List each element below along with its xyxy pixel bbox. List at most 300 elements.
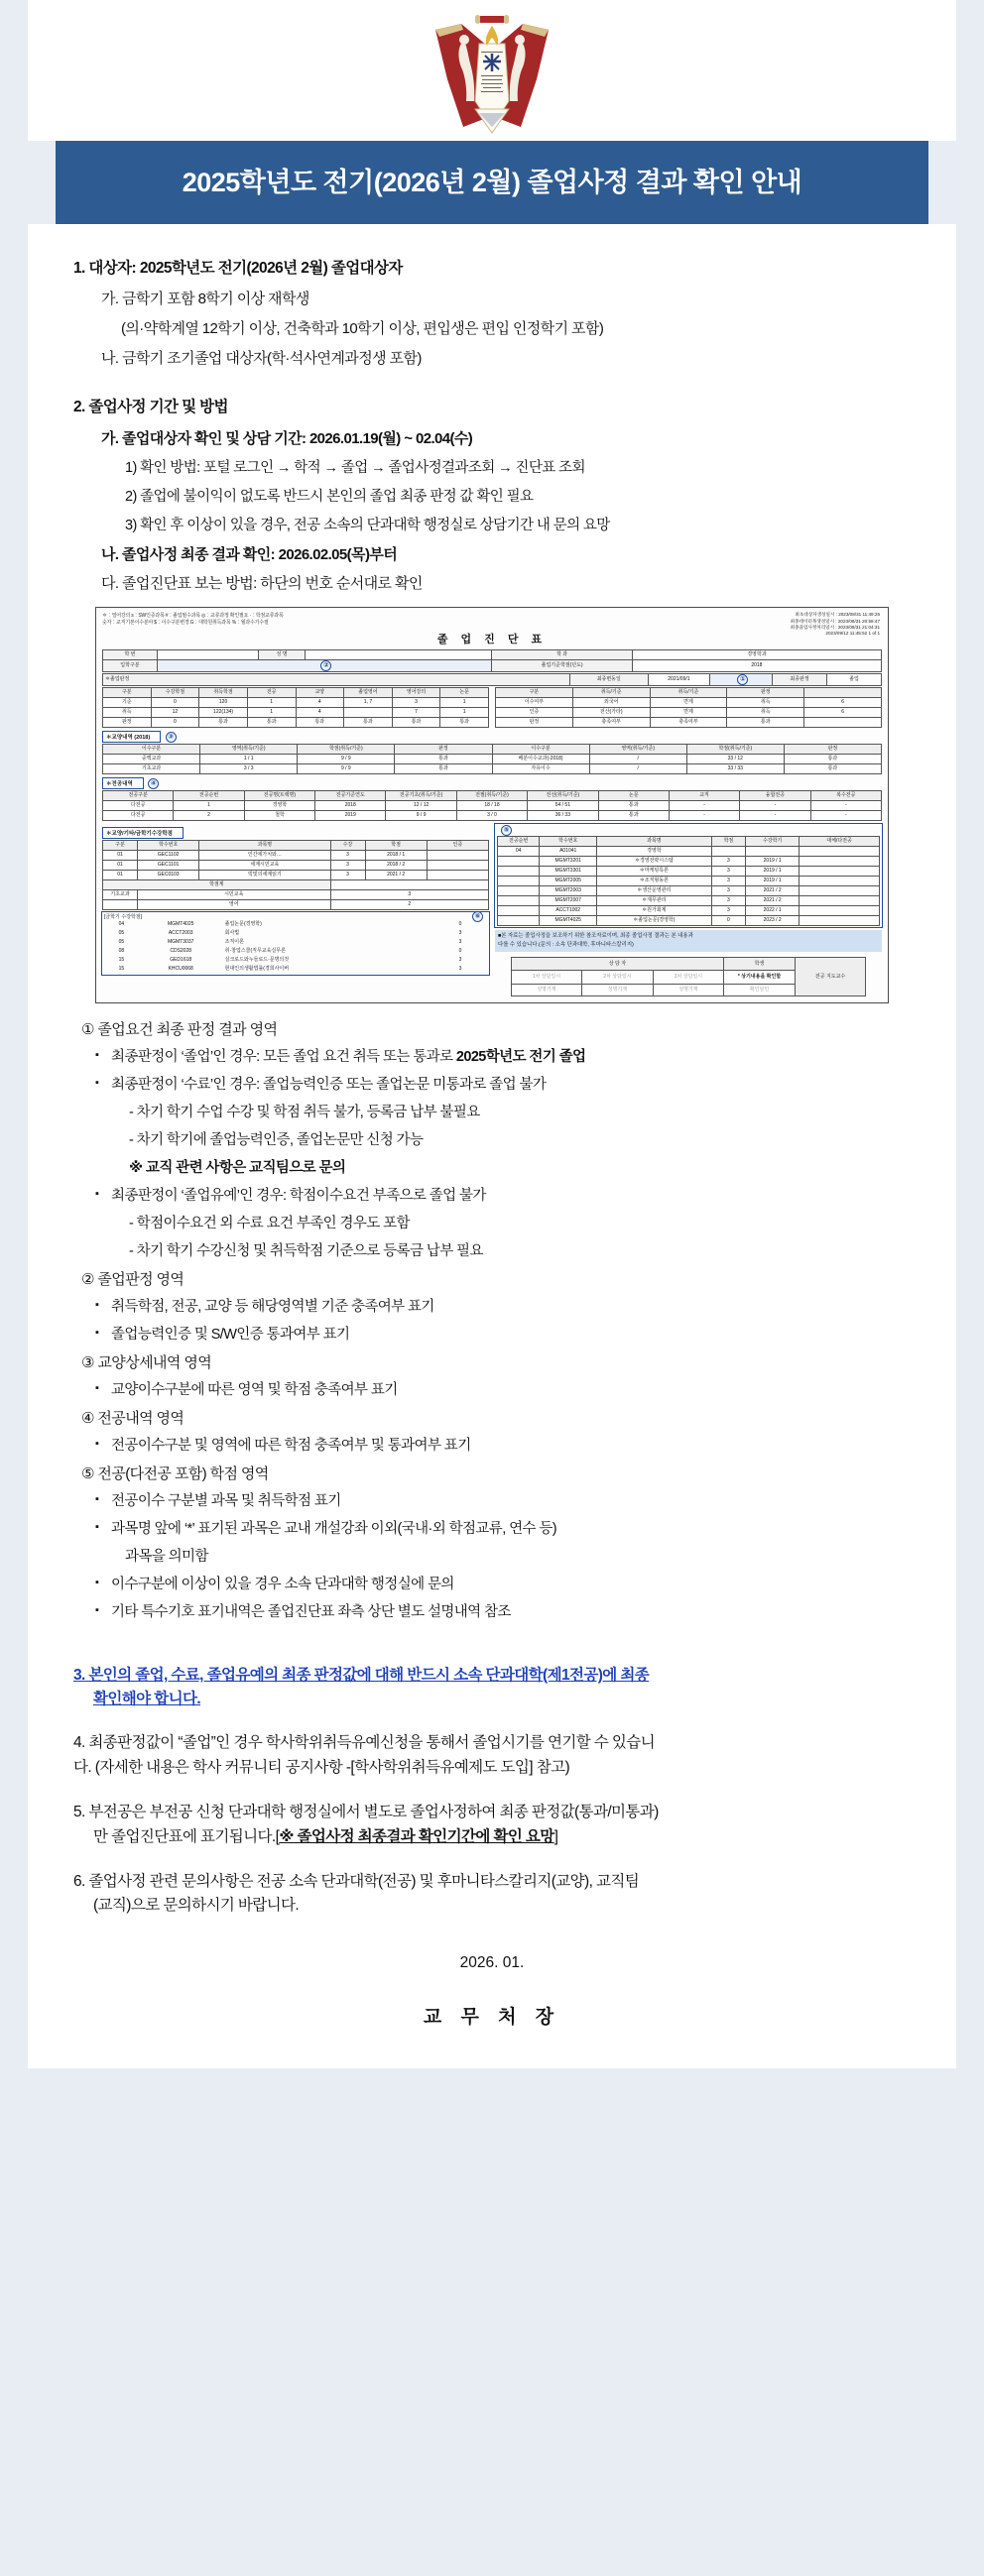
header-cell: 전공 지도교수 xyxy=(795,958,866,996)
cell xyxy=(344,707,393,717)
cell: 2021 / 2 xyxy=(746,895,800,905)
cell: 시민교육 xyxy=(138,889,331,899)
cell: 자유이수 xyxy=(492,763,589,773)
header-cell: 전공 xyxy=(247,687,296,697)
explanation-1-item-7: - 학점이수요건 외 수료 요건 부족인 경우도 포함 xyxy=(129,1216,410,1232)
cell: 15 xyxy=(118,965,125,972)
section-1 xyxy=(63,258,921,370)
cell: 2018 xyxy=(315,800,386,810)
cell xyxy=(800,846,880,856)
header-cell: 영역(취득/기준) xyxy=(589,744,686,754)
explanation-5-item-3: 과목을 의미함 xyxy=(125,1549,208,1566)
cell: 조직이론 xyxy=(224,938,244,945)
header-cell: 인증 xyxy=(427,840,488,850)
header-cell: 전필(취득/기준) xyxy=(456,790,527,800)
cell: 04 xyxy=(498,846,540,856)
cell: 2019 / 1 xyxy=(746,876,800,885)
header-cell: 수강 xyxy=(330,840,365,850)
cell xyxy=(306,649,492,659)
cell: 취득 xyxy=(103,707,152,717)
header-cell: 수강학점 xyxy=(151,687,199,697)
cell: 3 xyxy=(330,870,365,879)
cell: ＊경영전략시스템 xyxy=(597,856,712,866)
cell xyxy=(103,899,138,909)
cell xyxy=(711,846,746,856)
header-cell: 전공순번 xyxy=(174,790,244,800)
section-4 xyxy=(63,1731,921,1781)
gyoyang-section-title xyxy=(102,731,161,743)
form-jeongong-section xyxy=(102,774,882,821)
form-meta-line: 최초대상자생성일시 : 2023/08/31 11:49:25 xyxy=(795,612,880,618)
cell: 0 xyxy=(711,915,746,925)
cell xyxy=(157,649,258,659)
cell: GEC1102 xyxy=(138,850,199,860)
cell: MGMT2003 xyxy=(540,885,597,895)
explanation-3-item-1: ▪ 교양이수구분에 따른 영역 및 학점 충족여부 표기 xyxy=(81,1380,921,1401)
explanation-1-item-2: ▪ 최종판정이 ‘수료’인 경우: 졸업능력인증 또는 졸업논문 미통과로 졸업 불가 xyxy=(81,1075,921,1096)
section-3 xyxy=(63,1664,921,1711)
cell: 33 / 33 xyxy=(686,763,784,773)
cell: 경영학 xyxy=(244,800,314,810)
cell: 2021 / 2 xyxy=(746,885,800,895)
explanation-1-heading: ① 졸업요건 최종 판정 결과 영역 xyxy=(81,1021,278,1039)
header-cell: 상 담 자 xyxy=(511,958,724,971)
cell: 통과 xyxy=(344,717,393,727)
cell: 인간에가치와… xyxy=(199,850,330,860)
cell: MGMT4025 xyxy=(167,920,194,927)
section-2-item-a1: 1) 확인 방법: 포털 로그인 → 학적 → 졸업 → 졸업사정결과조회 → 진단표 조회 xyxy=(125,459,585,476)
header-cell: 학점(취득/기준) xyxy=(686,744,784,754)
cell: 05 xyxy=(118,938,125,945)
cell: MGMT3201 xyxy=(540,856,597,866)
cell: 122(134) xyxy=(199,707,248,717)
cell: 졸업기준학점(년도) xyxy=(492,659,632,671)
cell: 3 xyxy=(711,876,746,885)
header-cell: 전공기준연도 xyxy=(315,790,386,800)
text: 만 졸업진단표에 표기됩니다.[ xyxy=(93,1827,280,1845)
section-4-line-2: 다. (자세한 내용은 학사 커뮤니티 공지사항 -[학사학위취득유예제도 도입] 참고) xyxy=(73,1759,570,1777)
cell: 2018 / 2 xyxy=(365,860,427,870)
form-legend-line-1: ＊：열어강의 s：SW인증과목 #：졸업필수과목 ◎：교류과정 확인필요 ·：학점교류과목 xyxy=(102,613,284,620)
explanation-4-heading: ④ 전공내역 영역 xyxy=(81,1410,184,1428)
notice-line-1: ■본 자료는 졸업사정을 보조하기 위한 참조자료이며, 최종 졸업사정 결과는 본 내용과 xyxy=(498,932,693,939)
explanation-1-item-6: ▪ 최종판정이 ‘졸업유예’인 경우: 학점이수요건 부족으로 졸업 불가 xyxy=(81,1186,921,1207)
table-row xyxy=(103,754,882,763)
cell: 12 / 12 xyxy=(386,800,456,810)
cell: 1 xyxy=(247,697,296,707)
header-cell: 졸업영어 xyxy=(344,687,393,697)
table-row xyxy=(103,889,489,899)
cell: 15 xyxy=(118,956,125,963)
header-cell: 학수번호 xyxy=(540,836,597,846)
cell: 2019 / 1 xyxy=(746,856,800,866)
explanation-2-item-1: ▪ 취득학점, 전공, 교양 등 해당영역별 기준 충족여부 표기 xyxy=(81,1297,921,1318)
section-6-line-2: (교직)으로 문의하시기 바랍니다. xyxy=(93,1897,300,1915)
table-row xyxy=(103,800,882,810)
cell: 2차 상담일시 xyxy=(582,971,654,985)
section-4-line-1: 4. 최종판정값이 “졸업”인 경우 학사학위취득유예신청을 통해서 졸업시기를 연기할 수 있습니 xyxy=(73,1734,656,1752)
header-cell: 논문 xyxy=(598,790,669,800)
form-jeongong-table xyxy=(102,790,882,821)
cell: 120 xyxy=(199,697,248,707)
cell: MGMT2007 xyxy=(540,895,597,905)
cell: 3 xyxy=(458,938,462,945)
cell xyxy=(498,856,540,866)
cell: 1 / 1 xyxy=(200,754,298,763)
cell: 배분이수교과(-2018) xyxy=(492,754,589,763)
cell: 0 xyxy=(458,920,462,927)
cell: 3 xyxy=(330,850,365,860)
cell: ＊졸업논문(경영학) xyxy=(597,915,712,925)
form-meta xyxy=(791,612,880,638)
cell: 6 xyxy=(804,707,882,717)
explanation-5-item-2: ▪ 과목명 앞에 ‘*’ 표기된 과목은 교내 개설강좌 이외(국내·외 학점교류, 연수 등) xyxy=(81,1519,921,1540)
callout-6-icon: ⑥ xyxy=(472,911,483,922)
header-cell: 전공기초(취득/기준) xyxy=(386,790,456,800)
signer-title: 교 무 처 장 xyxy=(423,2007,561,2029)
cell: 3 xyxy=(711,856,746,866)
cell: 36 / 33 xyxy=(528,810,598,820)
header-cell: 과목명 xyxy=(597,836,712,846)
cell: 2 xyxy=(330,899,489,909)
form-meta-line: 2023/09/12 11:45:52 1 of 1 xyxy=(825,631,880,637)
cell: 2018 / 1 xyxy=(365,850,427,860)
cell: 1 xyxy=(440,697,489,707)
header-cell: 전공구분 xyxy=(103,790,174,800)
cell xyxy=(800,866,880,876)
cell: 이수여부 xyxy=(496,697,573,707)
cell: 3차 상담일시 xyxy=(653,971,724,985)
table-row xyxy=(103,860,489,870)
cell: 1 xyxy=(247,707,296,717)
cell: ACCT1002 xyxy=(540,905,597,915)
section-5 xyxy=(63,1801,921,1850)
cell: 현대인의생활법률(경희사이버 xyxy=(224,965,290,972)
cell: MGMT3301 xyxy=(540,866,597,876)
cell xyxy=(800,895,880,905)
cell: 통과 xyxy=(392,717,440,727)
cell: ACCT2003 xyxy=(168,929,193,936)
cell: 1차 상담일시 xyxy=(511,971,582,985)
table-row xyxy=(496,707,882,717)
cell: 54 / 51 xyxy=(528,800,598,810)
cell xyxy=(427,870,488,879)
explanation-3-heading: ③ 교양상세내역 영역 xyxy=(81,1354,212,1372)
form-courses-table xyxy=(102,840,489,910)
explanation-list xyxy=(63,1019,921,1623)
header-cell: 대체/다전공 xyxy=(800,836,880,846)
cell: 성 명 xyxy=(258,649,305,659)
explanation-5-item-5: ▪ 기타 특수기호 표기내역은 졸업진단표 좌측 상단 별도 설명내역 참조 xyxy=(81,1602,921,1623)
form-final-judgement-table xyxy=(102,673,882,686)
cell: ＊조직형동론 xyxy=(597,876,712,885)
section-1-item-b: 나. 금학기 조기졸업 대상자(학·석사연계과정생 포함) xyxy=(101,349,422,367)
gyoyang-title-text: ＊교양내역 xyxy=(106,734,133,741)
cell: 통과 xyxy=(784,763,881,773)
cell: 졸업논문(경영학) xyxy=(224,920,262,927)
cell: 9 / 9 xyxy=(298,763,395,773)
cell: - xyxy=(810,800,881,810)
table-row xyxy=(498,885,880,895)
cell: 2019 / 1 xyxy=(746,866,800,876)
cell: 통과 xyxy=(598,800,669,810)
table-row xyxy=(104,938,487,947)
cell: 7 xyxy=(392,707,440,717)
cell: ＊생산운영관리 xyxy=(597,885,712,895)
cell: - xyxy=(669,810,739,820)
header-cell: 학점(취득/기준) xyxy=(298,744,395,754)
explanation-4-item-1: ▪ 전공이수구분 및 영역에 따른 학점 충족여부 및 통과여부 표기 xyxy=(81,1436,921,1457)
header-cell: 구분 xyxy=(496,687,573,697)
cell: 2021 / 2 xyxy=(365,870,427,879)
header-cell: 융합전공 xyxy=(740,790,810,800)
section-2 xyxy=(63,397,921,595)
cell: 9 / 9 xyxy=(386,810,456,820)
header-cell: 학점 xyxy=(711,836,746,846)
form-meta-line: 최종데이터목생성일시 : 2023/08/31 20:58:47 xyxy=(790,618,880,624)
cell: / xyxy=(589,763,686,773)
section-2-item-b: 나. 졸업사정 최종 결과 확인: 2026.02.05(목)부터 xyxy=(101,545,398,563)
form-legend-line-2: 숫자：교직기본이수분야 $：이수구분변경 G：대학원취득과목 %：월과수기수절 xyxy=(102,620,269,627)
table-row xyxy=(103,899,489,909)
cell: 통과 xyxy=(440,717,489,727)
cell: 4 xyxy=(296,707,344,717)
cell: 01 xyxy=(103,850,138,860)
cell xyxy=(427,850,488,860)
cell xyxy=(800,856,880,866)
table-row xyxy=(103,870,489,879)
cell: 2023 / 2 xyxy=(746,915,800,925)
cell: 최종판정 xyxy=(773,673,827,685)
cell: 취·창업스쿨(직무교육실무론 xyxy=(224,947,286,954)
cell: 통과 xyxy=(598,810,669,820)
section-2-item-c: 다. 졸업진단표 보는 방법: 하단의 번호 순서대로 확인 xyxy=(101,575,423,593)
cell: 충족여부 xyxy=(650,717,727,727)
table-row xyxy=(498,915,880,925)
cell: 01 xyxy=(103,870,138,879)
cell: MGMT2005 xyxy=(540,876,597,885)
cell: ＊졸업판정 xyxy=(103,673,570,685)
cell: 2022 / 1 xyxy=(746,905,800,915)
cell: 외국어 xyxy=(572,697,650,707)
table-row xyxy=(103,763,882,773)
cell xyxy=(498,885,540,895)
cell: - xyxy=(669,800,739,810)
cell: A01041 xyxy=(540,846,597,856)
table-row xyxy=(104,965,487,974)
cell: GEC0103 xyxy=(138,870,199,879)
section-2-item-a2: 2) 졸업에 불이익이 없도록 반드시 본인의 졸업 최종 판정 값 확인 필요 xyxy=(125,488,534,505)
cell: 05 xyxy=(118,929,125,936)
cell: 3 xyxy=(458,929,462,936)
cell xyxy=(804,717,882,727)
document-body xyxy=(28,224,956,2068)
cell: 취득 xyxy=(727,707,804,717)
cell: 학점계 xyxy=(103,879,331,889)
university-emblem xyxy=(418,10,566,137)
cell: - xyxy=(810,810,881,820)
header-cell: 전공순번 xyxy=(498,836,540,846)
cell: 1 xyxy=(440,707,489,717)
cell: 0 xyxy=(458,947,462,954)
form-identity-table xyxy=(102,649,882,672)
cell: 전산(가타) xyxy=(572,707,650,717)
cell: 3 xyxy=(711,885,746,895)
table-row xyxy=(103,697,489,707)
form-gyoyang-section xyxy=(102,728,882,774)
table-row xyxy=(498,856,880,866)
section-5-line-1: 5. 부전공은 부전공 신청 단과대학 행정실에서 별도로 졸업사정하여 최종 판정값(통과/미통과) xyxy=(73,1803,659,1820)
cell: 입학구분 xyxy=(103,659,158,671)
cell: 경영학 xyxy=(597,846,712,856)
cell: 중핵교과 xyxy=(103,754,200,763)
cell: 0 xyxy=(151,717,199,727)
form-legend xyxy=(102,613,882,628)
cell xyxy=(498,866,540,876)
cell: 08 xyxy=(118,947,125,954)
explanation-1-item-4: - 차기 학기에 졸업능력인증, 졸업논문만 신청 가능 xyxy=(129,1132,424,1149)
header-cell: 학생 xyxy=(724,958,796,971)
cell: 성명기재 xyxy=(653,985,724,996)
section-2-item-a: 가. 졸업대상자 확인 및 상담 기간: 2026.01.19(월) ~ 02.04(수) xyxy=(101,429,473,447)
cell xyxy=(746,846,800,856)
explanation-2-item-2: ▪ 졸업능력인증 및 S/W인증 통과여부 표기 xyxy=(81,1325,921,1346)
graduation-diagnostic-form xyxy=(95,607,889,1003)
text-bold: 2025학년도 전기 졸업 xyxy=(455,1049,586,1066)
cell: * 상기내용을 확인함 xyxy=(724,971,796,985)
table-row xyxy=(103,850,489,860)
cell: 통과 xyxy=(395,763,492,773)
text: ] xyxy=(554,1827,558,1845)
cell: 3 xyxy=(458,965,462,972)
form-title: 졸 업 진 단 표 xyxy=(436,633,548,645)
jeongong-section-title: ＊전공내역 xyxy=(102,777,144,789)
header-cell: 영어강의 xyxy=(392,687,440,697)
cell: 통과 xyxy=(296,717,344,727)
cell: 확인날인 xyxy=(724,985,796,996)
cell: 04 xyxy=(118,920,125,927)
cell xyxy=(498,905,540,915)
header-cell: 전선(취득/기준) xyxy=(528,790,598,800)
form-major-credit-section xyxy=(495,824,882,996)
cell: 33 / 12 xyxy=(686,754,784,763)
text-bold-underline: ※ 졸업사정 최종결과 확인기간에 확인 요망 xyxy=(279,1827,554,1845)
explanation-1-item-3: - 차기 학기 수업 수강 및 학점 취득 불가, 등록금 납부 불필요 xyxy=(129,1105,480,1121)
cell: 통과 xyxy=(784,754,881,763)
cell: 3 / 3 xyxy=(200,763,298,773)
cell xyxy=(800,876,880,885)
issue-date: 2026. 01. xyxy=(459,1954,525,1972)
cell: 3 xyxy=(711,895,746,905)
callout-1-icon: ① xyxy=(737,674,748,685)
cell xyxy=(498,895,540,905)
cell: 면제 xyxy=(650,697,727,707)
cell: 학 과 xyxy=(492,649,632,659)
cell: CDS2028 xyxy=(170,947,192,954)
table-row xyxy=(103,810,882,820)
header-cell: 취득/기준 xyxy=(572,687,650,697)
cell: 졸업 xyxy=(827,673,882,685)
cell: 2 xyxy=(174,810,244,820)
table-row xyxy=(498,866,880,876)
page-title: 2025학년도 전기(2026년 2월) 졸업사정 결과 확인 안내 xyxy=(56,141,928,224)
header-cell: 취득학점 xyxy=(199,687,248,697)
explanation-1-item-8: - 차기 학기 수강신청 및 취득학점 기준으로 등록금 납부 필요 xyxy=(129,1243,483,1260)
cell: 2021/09/1 xyxy=(648,673,710,685)
cell: KHCU0068 xyxy=(168,965,193,972)
cell: 3 xyxy=(330,860,365,870)
section-1-heading: 1. 대상자: 2025학년도 전기(2026년 2월) 졸업대상자 xyxy=(73,259,403,277)
form-thisterm-table xyxy=(104,920,487,974)
cell: 성명기재 xyxy=(511,985,582,996)
table-row xyxy=(104,920,487,929)
table-row xyxy=(104,929,487,938)
table-row xyxy=(498,905,880,915)
header-cell: 교직 xyxy=(669,790,739,800)
cell: 판정 xyxy=(496,717,573,727)
table-row xyxy=(498,846,880,856)
header-cell: 취득/기준 xyxy=(650,687,727,697)
header-cell: 이수구분 xyxy=(492,744,589,754)
header-cell: 구분 xyxy=(103,687,152,697)
table-row xyxy=(498,876,880,885)
thisterm-header xyxy=(104,913,487,920)
callout-2-icon: ② xyxy=(320,660,331,671)
thisterm-label: [금학기 수강학점] xyxy=(104,913,142,920)
cell xyxy=(800,885,880,895)
cell: 2019 xyxy=(315,810,386,820)
table-row xyxy=(104,947,487,956)
cell: 회사법 xyxy=(224,929,240,936)
form-signature-table xyxy=(511,957,867,996)
gyoyang-year-text: (2018) xyxy=(134,734,151,741)
header-cell: 복수전공 xyxy=(810,790,881,800)
section-1-item-a-note: (의·약학계열 12학기 이상, 건축학과 10학기 이상, 편입생은 편입 인정학기 포함) xyxy=(121,319,604,337)
cell: 3 xyxy=(711,866,746,876)
cell: 1, 7 xyxy=(344,697,393,707)
table-row xyxy=(103,879,489,889)
cell: 빅빛의세계읽기 xyxy=(199,870,330,879)
header-cell xyxy=(804,687,882,697)
form-judge-right-table xyxy=(495,687,882,728)
cell: 9 / 9 xyxy=(298,754,395,763)
cell: 영어 xyxy=(138,899,331,909)
explanation-1-item-1 xyxy=(81,1047,921,1068)
cell: 기초교과 xyxy=(103,889,138,899)
cell: 0 xyxy=(151,697,199,707)
section-5-line-2 xyxy=(63,1825,921,1850)
form-meta-line: 최종졸업사정처리일시 : 2023/08/31 21:04:31 xyxy=(790,625,880,631)
explanation-2-heading: ② 졸업판정 영역 xyxy=(81,1271,184,1289)
header-cell: 교양 xyxy=(296,687,344,697)
explanation-1-item-5: ※ 교직 관련 사항은 교직팀으로 문의 xyxy=(129,1160,346,1177)
section-6-line-1: 6. 졸업사정 관련 문의사항은 전공 소속 단과대학(전공) 및 후마니타스칼리지(교양), 교직팀 xyxy=(73,1872,640,1890)
section-2-item-a3: 3) 확인 후 이상이 있을 경우, 전공 소속의 단과대학 행정실로 상담기간 내 문의 요망 xyxy=(125,517,610,533)
cell: 다전공 xyxy=(103,810,174,820)
header-cell: 전공명(트랙명) xyxy=(244,790,314,800)
cell: ＊마케팅특론 xyxy=(597,866,712,876)
callout-4-icon: ④ xyxy=(148,778,159,789)
cell: 기준 xyxy=(103,697,152,707)
cell xyxy=(498,915,540,925)
cell: 3 xyxy=(392,697,440,707)
emblem-container xyxy=(28,0,956,141)
cell: 4 xyxy=(296,697,344,707)
explanation-5-item-1: ▪ 전공이수 구분별 과목 및 취득학점 표기 xyxy=(81,1491,921,1512)
cell: 성명기재 xyxy=(582,985,654,996)
cell: 학 번 xyxy=(103,649,158,659)
table-row xyxy=(496,697,882,707)
